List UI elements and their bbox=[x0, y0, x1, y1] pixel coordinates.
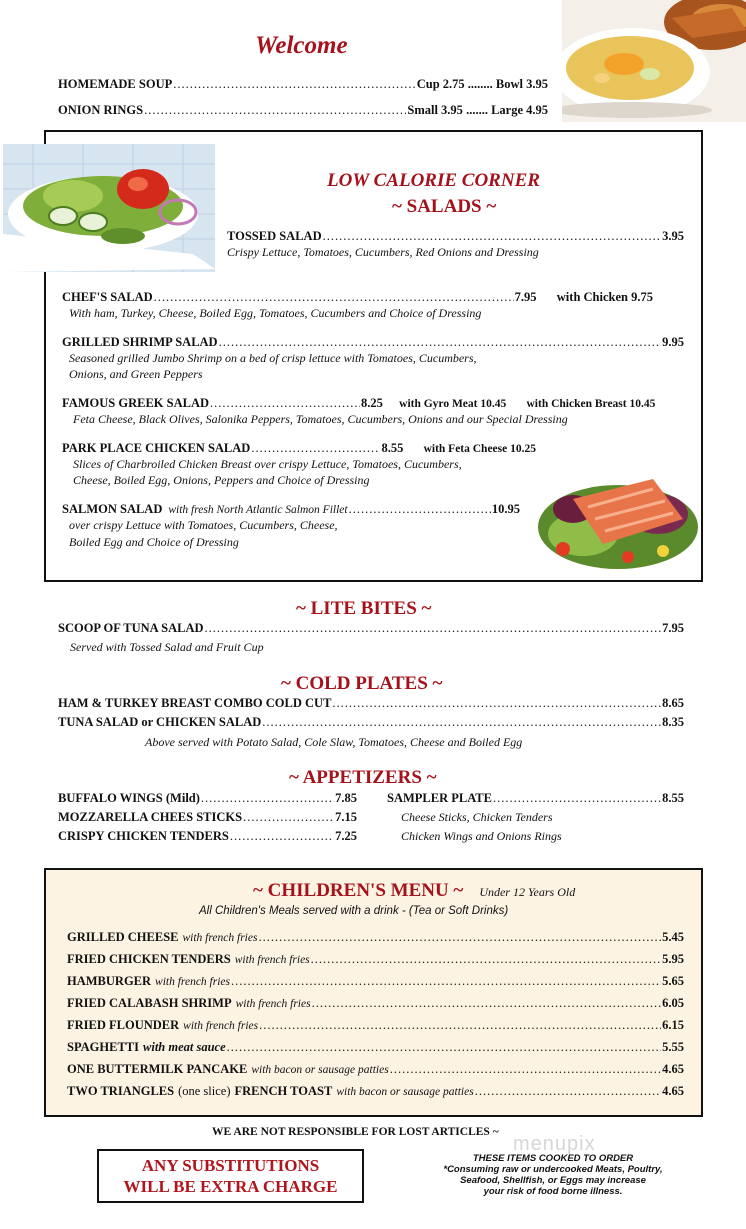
price-small: Small 3.95 bbox=[407, 103, 463, 117]
cooked-line: your risk of food borne illness. bbox=[483, 1186, 623, 1197]
item-subtitle: with french fries bbox=[155, 976, 230, 988]
menu-row-sampler-plate bbox=[387, 791, 684, 806]
cooked-to-order-notice bbox=[428, 1153, 678, 1197]
leader-dots bbox=[227, 1040, 661, 1055]
substitutions-line-1: ANY SUBSTITUTIONS bbox=[141, 1156, 320, 1175]
menu-row-soup bbox=[58, 77, 548, 92]
item-subtitle: with french fries bbox=[183, 1020, 259, 1032]
low-calorie-title: LOW CALORIE CORNER bbox=[327, 170, 540, 191]
item-subtitle: with bacon or sausage patties bbox=[251, 1064, 389, 1076]
item-label: SALMON SALAD bbox=[62, 502, 163, 516]
price-sep: ....... bbox=[466, 103, 488, 117]
appetizers-heading: ~ APPETIZERS ~ bbox=[289, 767, 437, 788]
price-sep: ........ bbox=[467, 77, 493, 91]
item-description: Cheese, Boiled Egg, Onions, Peppers and Choice of Dressing bbox=[73, 473, 370, 487]
welcome-title: Welcome bbox=[255, 32, 348, 59]
item-label: FAMOUS GREEK SALAD bbox=[62, 396, 210, 410]
item-label: FRIED CHICKEN TENDERS bbox=[67, 952, 231, 966]
menu-row-grilled-cheese bbox=[67, 930, 684, 945]
leader-dots bbox=[323, 229, 662, 244]
item-price: 5.55 bbox=[662, 1040, 684, 1054]
item-label: PARK PLACE CHICKEN SALAD bbox=[62, 441, 251, 455]
menu-row-spaghetti bbox=[67, 1040, 684, 1055]
watermark: menupix bbox=[513, 1133, 596, 1155]
menu-row-park-place-chicken-salad bbox=[62, 441, 536, 456]
leader-dots bbox=[390, 1062, 661, 1077]
item-portion: (one slice) bbox=[178, 1084, 231, 1098]
item-subtitle: with meat sauce bbox=[143, 1040, 226, 1054]
item-price: 8.55 bbox=[381, 441, 404, 455]
item-price: 3.95 bbox=[662, 229, 684, 243]
item-subtitle: with french fries bbox=[235, 998, 311, 1010]
item-price: 7.95 bbox=[662, 621, 684, 635]
leader-dots bbox=[205, 621, 662, 636]
item-label: SPAGHETTI bbox=[67, 1040, 140, 1054]
item-label: ONION RINGS bbox=[58, 103, 144, 117]
cold-plates-heading: ~ COLD PLATES ~ bbox=[281, 673, 443, 694]
item-price: 4.65 bbox=[662, 1084, 684, 1098]
item-price: 9.95 bbox=[662, 335, 684, 349]
price-cup: Cup 2.75 bbox=[416, 77, 465, 91]
menu-row-chefs-salad bbox=[62, 290, 684, 305]
childrens-age-note: Under 12 Years Old bbox=[479, 885, 576, 899]
item-label: SCOOP OF TUNA SALAD bbox=[58, 621, 204, 635]
leader-dots bbox=[201, 791, 334, 806]
cold-plates-note: Above served with Potato Salad, Cole Slaw, Tomatoes, Cheese and Boiled Egg bbox=[145, 735, 523, 749]
leader-dots bbox=[231, 974, 661, 989]
leader-dots bbox=[312, 996, 662, 1011]
item-description: Seasoned grilled Jumbo Shrimp on a bed of crisp lettuce with Tomatoes, Cucumbers, bbox=[69, 351, 477, 365]
leader-dots bbox=[258, 930, 661, 945]
item-label: MOZZARELLA CHEES STICKS bbox=[58, 810, 243, 824]
menu-row-combo-cold-cut bbox=[58, 696, 684, 711]
menu-row-chicken-tenders bbox=[58, 829, 357, 844]
menu-row-calabash-shrimp bbox=[67, 996, 684, 1011]
item-label: CRISPY CHICKEN TENDERS bbox=[58, 829, 229, 843]
item-price: 7.25 bbox=[335, 829, 357, 843]
item-description: Chicken Wings and Onions Rings bbox=[401, 829, 562, 843]
menu-row-onion-rings bbox=[58, 103, 548, 118]
item-label: CHEF'S SALAD bbox=[62, 290, 153, 304]
leader-dots bbox=[493, 791, 661, 806]
item-label: BUFFALO WINGS (Mild) bbox=[58, 791, 200, 805]
leader-dots bbox=[230, 829, 334, 844]
leader-dots bbox=[154, 290, 514, 305]
item-price: 8.55 bbox=[662, 791, 684, 805]
item-description: over crispy Lettuce with Tomatoes, Cucumbers, Cheese, bbox=[69, 518, 338, 532]
item-price: 7.15 bbox=[335, 810, 357, 824]
menu-row-tossed-salad bbox=[227, 229, 684, 244]
menu-row-hamburger bbox=[67, 974, 684, 989]
item-label: SAMPLER PLATE bbox=[387, 791, 492, 805]
item-label: TUNA SALAD or CHICKEN SALAD bbox=[58, 715, 262, 729]
childrens-header bbox=[253, 880, 575, 902]
menu-row-french-toast bbox=[67, 1084, 684, 1099]
substitutions-box bbox=[97, 1149, 364, 1203]
item-label: HAMBURGER bbox=[67, 974, 152, 988]
leader-dots bbox=[332, 696, 661, 711]
salads-heading: ~ SALADS ~ bbox=[392, 196, 497, 217]
cooked-title: THESE ITEMS COOKED TO ORDER bbox=[472, 1153, 634, 1164]
item-label: FRIED FLOUNDER bbox=[67, 1018, 180, 1032]
price-large: Large 4.95 bbox=[491, 103, 548, 117]
item-label: TOSSED SALAD bbox=[227, 229, 322, 243]
item-extra-price: with Chicken Breast 10.45 bbox=[526, 398, 656, 410]
menu-row-tuna-chicken-salad bbox=[58, 715, 684, 730]
menu-row-fried-chicken-tenders bbox=[67, 952, 684, 967]
price-bowl: Bowl 3.95 bbox=[495, 77, 548, 91]
menu-row-greek-salad bbox=[62, 396, 684, 411]
item-description: Onions, and Green Peppers bbox=[69, 367, 203, 381]
item-extra-price: with Chicken 9.75 bbox=[556, 290, 653, 304]
item-price: 6.05 bbox=[662, 996, 684, 1010]
item-price: 10.95 bbox=[491, 502, 520, 516]
menu-row-buttermilk-pancake bbox=[67, 1062, 684, 1077]
item-subtitle: with fresh North Atlantic Salmon Fillet bbox=[168, 504, 348, 516]
leader-dots bbox=[262, 715, 661, 730]
item-label: TWO TRIANGLES bbox=[67, 1084, 175, 1098]
item-label: FRIED CALABASH SHRIMP bbox=[67, 996, 232, 1010]
item-price: 5.45 bbox=[662, 930, 684, 944]
item-price: 5.95 bbox=[662, 952, 684, 966]
item-price: 7.95 bbox=[514, 290, 537, 304]
item-label: GRILLED SHRIMP SALAD bbox=[62, 335, 218, 349]
item-subtitle: with bacon or sausage patties bbox=[336, 1086, 474, 1098]
item-extra-price: with Gyro Meat 10.45 bbox=[399, 398, 507, 410]
leader-dots bbox=[259, 1018, 661, 1033]
leader-dots bbox=[475, 1084, 661, 1099]
menu-row-salmon-salad bbox=[62, 502, 520, 517]
item-price: 8.35 bbox=[662, 715, 684, 729]
item-subtitle: with french fries bbox=[182, 932, 258, 944]
tossed-salad-image bbox=[3, 144, 215, 272]
item-description: Cheese Sticks, Chicken Tenders bbox=[401, 810, 553, 824]
menu-row-grilled-shrimp-salad bbox=[62, 335, 684, 350]
leader-dots bbox=[243, 810, 334, 825]
item-label: FRENCH TOAST bbox=[234, 1084, 333, 1098]
item-subtitle: with french fries bbox=[234, 954, 310, 966]
lost-articles-notice: WE ARE NOT RESPONSIBLE FOR LOST ARTICLES ~ bbox=[212, 1126, 499, 1138]
item-label: HAM & TURKEY BREAST COMBO COLD CUT bbox=[58, 696, 332, 710]
substitutions-line-2: WILL BE EXTRA CHARGE bbox=[123, 1177, 338, 1196]
soup-image bbox=[562, 0, 746, 122]
item-price: 8.65 bbox=[662, 696, 684, 710]
item-price: 6.15 bbox=[662, 1018, 684, 1032]
item-price: 4.65 bbox=[662, 1062, 684, 1076]
item-extra-price: with Feta Cheese 10.25 bbox=[423, 443, 536, 455]
item-description: Slices of Charbroiled Chicken Breast over crispy Lettuce, Tomatoes, Cucumbers, bbox=[73, 457, 462, 471]
item-description: Feta Cheese, Black Olives, Salonika Peppers, Tomatoes, Cucumbers, Onions and our Special Dressing bbox=[73, 412, 568, 426]
item-price: 7.85 bbox=[335, 791, 357, 805]
item-label: HOMEMADE SOUP bbox=[58, 77, 173, 91]
salmon-salad-image bbox=[533, 459, 699, 577]
menu-row-tuna-scoop bbox=[58, 621, 684, 636]
item-description: Crispy Lettuce, Tomatoes, Cucumbers, Red Onions and Dressing bbox=[227, 245, 539, 259]
menu-row-fried-flounder bbox=[67, 1018, 684, 1033]
item-description: With ham, Turkey, Cheese, Boiled Egg, Tomatoes, Cucumbers and Choice of Dressing bbox=[69, 306, 482, 320]
item-description: Boiled Egg and Choice of Dressing bbox=[69, 535, 239, 549]
leader-dots bbox=[311, 952, 661, 967]
leader-dots bbox=[219, 335, 662, 350]
leader-dots bbox=[210, 396, 360, 411]
menu-row-mozzarella-sticks bbox=[58, 810, 357, 825]
cooked-line: Seafood, Shellfish, or Eggs may increase bbox=[460, 1175, 646, 1186]
item-label: GRILLED CHEESE bbox=[67, 930, 179, 944]
childrens-drink-note: All Children's Meals served with a drink - (Tea or Soft Drinks) bbox=[199, 905, 509, 917]
leader-dots bbox=[251, 441, 380, 456]
item-label: ONE BUTTERMILK PANCAKE bbox=[67, 1062, 248, 1076]
item-price: 8.25 bbox=[361, 396, 383, 410]
childrens-title: ~ CHILDREN'S MENU ~ bbox=[253, 880, 464, 901]
item-price: 5.65 bbox=[662, 974, 684, 988]
cooked-line: *Consuming raw or undercooked Meats, Poultry, bbox=[443, 1164, 663, 1175]
leader-dots bbox=[144, 103, 406, 118]
leader-dots bbox=[349, 502, 491, 517]
menu-row-buffalo-wings bbox=[58, 791, 357, 806]
item-description: Served with Tossed Salad and Fruit Cup bbox=[70, 640, 264, 654]
lite-bites-heading: ~ LITE BITES ~ bbox=[296, 598, 432, 619]
leader-dots bbox=[173, 77, 415, 92]
